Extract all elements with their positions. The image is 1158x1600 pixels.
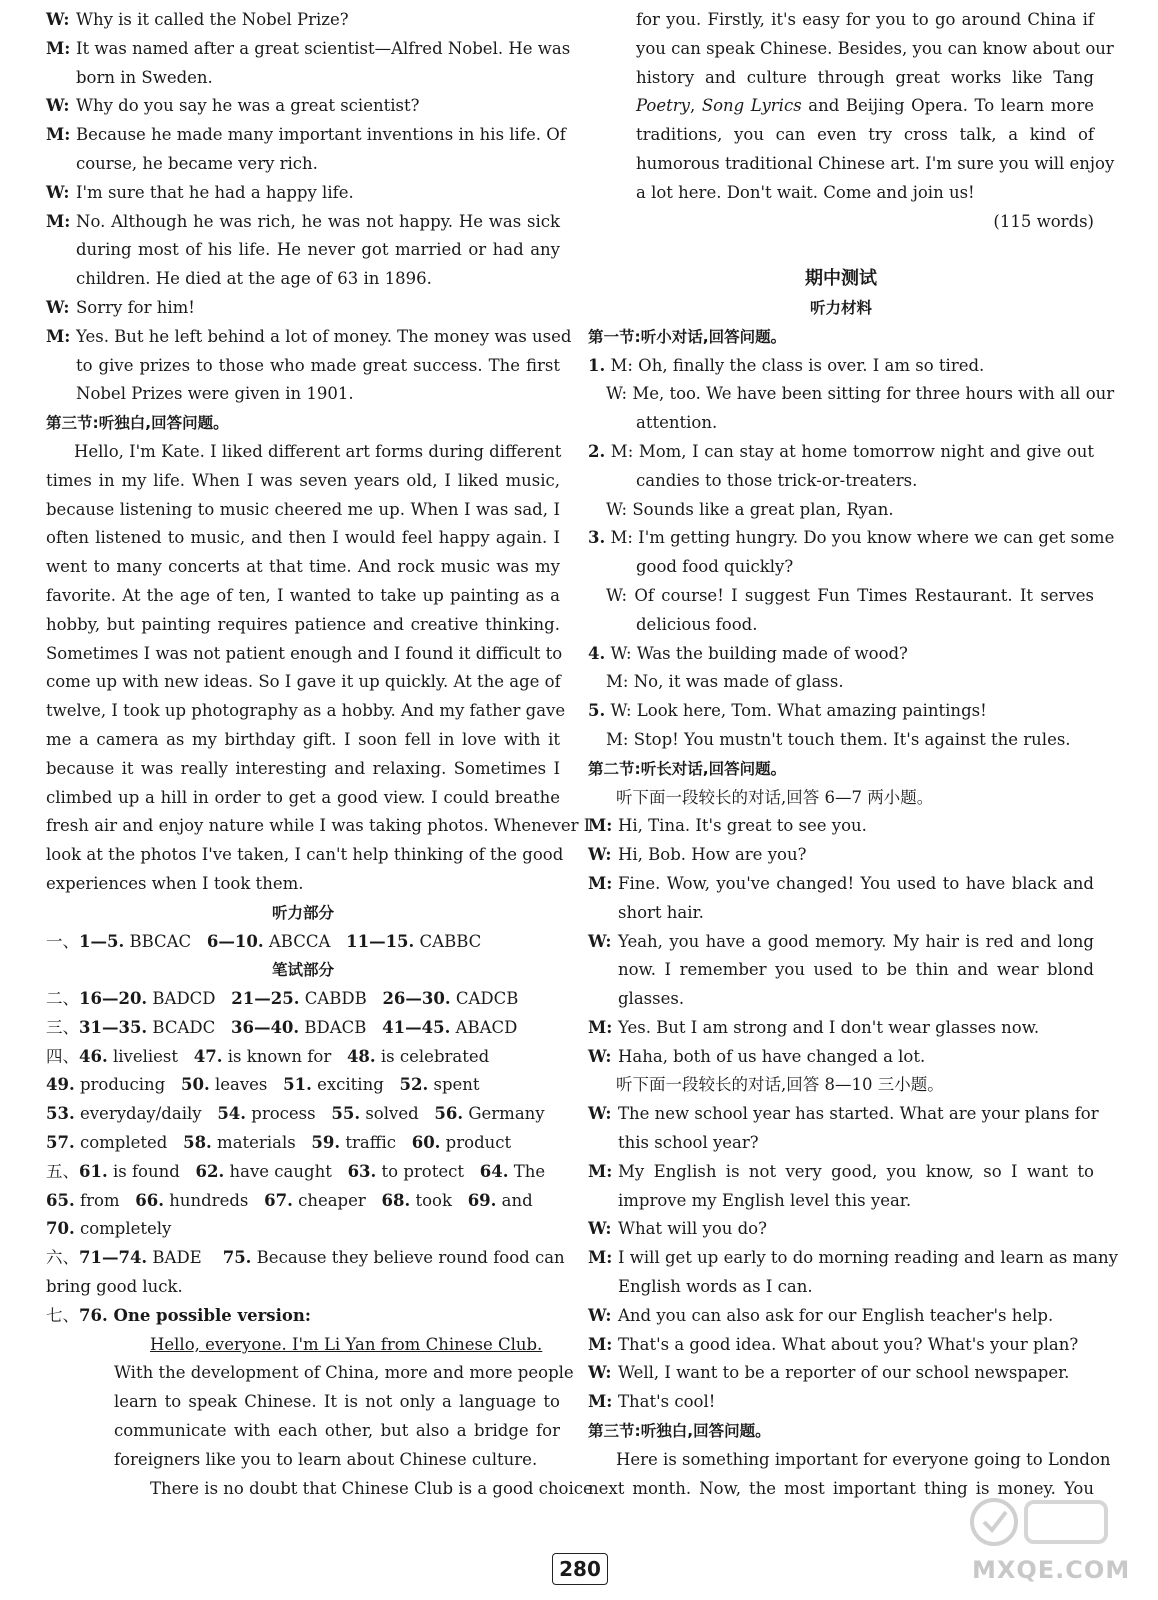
left-line-5: course, he became very rich. — [76, 153, 318, 173]
left-line-45: 七、76. One possible version: — [46, 1305, 311, 1325]
left-line-23: come up with new ideas. So I gave it up quickly. At the age of — [46, 672, 561, 692]
speaker-label: W: — [588, 1104, 612, 1124]
speaker-label: M: — [588, 816, 613, 836]
left-line-6 — [46, 179, 560, 208]
line-text: And you can also ask for our English teacher's help. — [618, 1305, 1054, 1325]
right-line-24: 5. W: Look here, Tom. What amazing paintings! — [588, 701, 987, 721]
line-text: It was named after a great scientist—Alfred Nobel. He was — [76, 38, 571, 58]
right-line-48 — [588, 1388, 1094, 1417]
right-line-30 — [588, 870, 1094, 899]
left-line-4 — [46, 121, 566, 150]
right-line-14: attention. — [636, 413, 718, 433]
line-text: Hi, Bob. How are you? — [618, 845, 807, 865]
right-line-25: M: Stop! You mustn't touch them. It's against the rules. — [606, 729, 1071, 749]
right-line-2: history and culture through great works like Tang — [636, 67, 1094, 87]
right-line-9: 期中测试 — [805, 268, 877, 290]
line-text: Hi, Tina. It's great to see you. — [618, 816, 867, 836]
speaker-label: W: — [588, 931, 612, 951]
right-line-8 — [588, 236, 1094, 265]
right-line-39: this school year? — [618, 1133, 759, 1153]
speaker-label: W: — [588, 845, 612, 865]
right-line-51: next month. Now, the most important thing is money. You — [588, 1478, 1094, 1498]
line-text: Fine. Wow, you've changed! You used to have black and — [618, 873, 1094, 893]
line-text: Yes. But he left behind a lot of money. The money was used — [76, 326, 572, 346]
left-line-12: to give prizes to those who made great success. The first — [76, 355, 560, 375]
right-column — [588, 6, 1118, 1503]
left-line-25: me a camera as my birthday gift. I soon fell in love with it — [46, 729, 560, 749]
right-line-18: 3. M: I'm getting hungry. Do you know where we can get some — [588, 528, 1115, 548]
left-line-37: 49. producing 50. leaves 51. exciting 52. spent — [46, 1075, 480, 1095]
left-line-36: 四、46. liveliest 47. is known for 48. is celebrated — [46, 1046, 490, 1066]
right-line-41: improve my English level this year. — [618, 1190, 912, 1210]
right-line-3: Poetry, Song Lyrics and Beijing Opera. To learn more — [636, 96, 1094, 116]
speaker-label: W: — [46, 10, 70, 29]
right-line-22: 4. W: Was the building made of wood? — [588, 643, 908, 663]
left-line-1 — [46, 35, 571, 64]
right-line-45 — [588, 1302, 1094, 1331]
line-text: Sorry for him! — [76, 297, 195, 317]
right-line-1: you can speak Chinese. Besides, you can know about our — [636, 38, 1114, 58]
speaker-label: M: — [46, 211, 71, 231]
right-line-27: 听下面一段较长的对话,回答 6—7 两小题。 — [616, 787, 934, 807]
right-line-7: (115 words) — [993, 211, 1094, 231]
left-line-0 — [46, 6, 560, 35]
left-line-35: 三、31—35. BCADC 36—40. BDACB 41—45. ABACD — [46, 1017, 518, 1037]
line-text: That's cool! — [618, 1392, 716, 1412]
speaker-label: W: — [588, 1305, 612, 1325]
left-line-18: often listened to music, and then I would feel happy again. I — [46, 528, 560, 548]
left-line-47: With the development of China, more and more people — [114, 1363, 574, 1383]
right-line-26: 第二节:听长对话,回答问题。 — [588, 759, 787, 778]
right-line-0: for you. Firstly, it's easy for you to go around China if — [636, 10, 1094, 29]
left-line-26: because it was really interesting and relaxing. Sometimes I — [46, 758, 560, 778]
left-line-15: Hello, I'm Kate. I liked different art forms during different — [74, 441, 562, 461]
left-line-14: 第三节:听独白,回答问题。 — [46, 414, 229, 433]
left-line-30: experiences when I took them. — [46, 873, 304, 893]
line-text: Yes. But I am strong and I don't wear glasses now. — [618, 1017, 1040, 1037]
line-text: That's a good idea. What about you? What's your plan? — [618, 1334, 1079, 1354]
right-line-49: 第三节:听独白,回答问题。 — [588, 1422, 771, 1441]
left-line-24: twelve, I took up photography as a hobby. And my father gave — [46, 701, 566, 721]
watermark-text: MXQE.COM — [972, 1556, 1131, 1584]
left-line-46: Hello, everyone. I'm Li Yan from Chinese Club. — [150, 1334, 543, 1354]
left-line-9: children. He died at the age of 63 in 1896. — [76, 269, 432, 289]
line-text: Haha, both of us have changed a lot. — [618, 1046, 926, 1066]
line-text: Because he made many important inventions in his life. Of — [76, 125, 566, 145]
right-line-44: English words as I can. — [618, 1277, 813, 1297]
left-line-49: communicate with each other, but also a bridge for — [114, 1421, 560, 1441]
right-line-10: 听力材料 — [809, 298, 872, 317]
line-text: I'm sure that he had a happy life. — [76, 182, 354, 202]
left-line-34: 二、16—20. BADCD 21—25. CABDB 26—30. CADCB — [46, 989, 519, 1009]
left-line-27: climbed up a hill in order to get a good view. I could breathe — [46, 787, 560, 807]
watermark-badge-icon — [966, 1488, 1116, 1558]
line-text: No. Although he was rich, he was not happy. He was sick — [76, 211, 560, 231]
right-line-35 — [588, 1014, 1094, 1043]
left-line-44: bring good luck. — [46, 1277, 183, 1297]
right-line-38 — [588, 1100, 1099, 1129]
speaker-label: W: — [46, 297, 70, 317]
left-line-29: look at the photos I've taken, I can't help thinking of the good — [46, 845, 564, 865]
right-line-29 — [588, 841, 1094, 870]
left-line-41: 65. from 66. hundreds 67. cheaper 68. took 69. and — [46, 1190, 533, 1210]
right-line-37: 听下面一段较长的对话,回答 8—10 三小题。 — [616, 1075, 944, 1095]
speaker-label: W: — [588, 1219, 612, 1239]
right-line-6: a lot here. Don't wait. Come and join us! — [636, 182, 975, 202]
right-line-28 — [588, 812, 1094, 841]
speaker-label: M: — [588, 1392, 613, 1412]
left-line-39: 57. completed 58. materials 59. traffic 60. product — [46, 1133, 512, 1153]
right-line-31: short hair. — [618, 902, 704, 922]
left-line-2: born in Sweden. — [76, 67, 213, 87]
left-line-13: Nobel Prizes were given in 1901. — [76, 384, 354, 404]
right-line-4: traditions, you can even try cross talk, a kind of — [636, 125, 1094, 145]
right-line-34: glasses. — [618, 989, 685, 1009]
left-line-7 — [46, 208, 560, 237]
left-column — [46, 6, 593, 1503]
left-line-19: went to many concerts at that time. And rock music was my — [46, 557, 560, 577]
watermark-logo — [966, 1488, 1131, 1588]
speaker-label: M: — [46, 125, 71, 145]
speaker-label: W: — [588, 1046, 612, 1066]
line-text: The new school year has started. What are your plans for — [618, 1104, 1099, 1124]
right-line-15: 2. M: Mom, I can stay at home tomorrow night and give out — [588, 441, 1094, 461]
page-number: 280 — [552, 1553, 608, 1585]
right-line-20: W: Of course! I suggest Fun Times Restaurant. It serves — [606, 585, 1094, 605]
left-line-10 — [46, 294, 560, 323]
right-line-36 — [588, 1043, 1094, 1072]
left-line-11 — [46, 323, 572, 352]
left-line-17: because listening to music cheered me up. When I was sad, I — [46, 499, 560, 519]
right-line-5: humorous traditional Chinese art. I'm sure you will enjoy — [636, 153, 1115, 173]
right-line-42 — [588, 1215, 1094, 1244]
left-line-43: 六、71—74. BADE 75. Because they believe round food can — [46, 1248, 565, 1268]
left-line-42: 70. completely — [46, 1219, 172, 1239]
right-line-46 — [588, 1331, 1094, 1360]
right-line-12: 1. M: Oh, finally the class is over. I am so tired. — [588, 355, 985, 375]
right-line-11: 第一节:听小对话,回答问题。 — [588, 327, 787, 346]
left-line-22: Sometimes I was not patient enough and I found it difficult to — [46, 643, 563, 663]
left-line-20: favorite. At the age of ten, I wanted to take up painting as a — [46, 585, 560, 605]
speaker-label: M: — [46, 38, 71, 58]
left-line-38: 53. everyday/daily 54. process 55. solved 56. Germany — [46, 1104, 545, 1124]
right-line-23: M: No, it was made of glass. — [606, 672, 844, 692]
line-text: I will get up early to do morning reading and learn as many — [618, 1248, 1118, 1268]
right-line-19: good food quickly? — [636, 557, 794, 577]
right-line-40 — [588, 1158, 1094, 1187]
speaker-label: W: — [46, 182, 70, 202]
speaker-label: W: — [588, 1363, 612, 1383]
line-text: My English is not very good, you know, so I want to — [618, 1161, 1094, 1181]
line-text: Why is it called the Nobel Prize? — [76, 10, 349, 29]
left-line-48: learn to speak Chinese. It is not only a language to — [114, 1392, 560, 1412]
line-text: What will you do? — [618, 1219, 767, 1239]
line-text: Why do you say he was a great scientist? — [76, 96, 420, 116]
right-line-32 — [588, 928, 1094, 957]
speaker-label: M: — [588, 1248, 613, 1268]
right-line-33: now. I remember you used to be thin and wear blond — [618, 960, 1094, 980]
right-line-21: delicious food. — [636, 614, 758, 634]
left-line-33: 笔试部分 — [271, 961, 334, 980]
left-line-51: There is no doubt that Chinese Club is a good choice — [150, 1478, 593, 1498]
left-line-28: fresh air and enjoy nature while I was taking photos. Whenever I — [46, 816, 591, 836]
right-line-16: candies to those trick-or-treaters. — [636, 470, 918, 490]
left-line-21: hobby, but painting requires patience and creative thinking. — [46, 614, 560, 634]
left-line-32: 一、1—5. BBCAC 6—10. ABCCA 11—15. CABBC — [46, 931, 482, 951]
speaker-label: W: — [46, 96, 70, 116]
speaker-label: M: — [588, 1161, 613, 1181]
left-line-40: 五、61. is found 62. have caught 63. to protect 64. The — [46, 1161, 546, 1181]
speaker-label: M: — [588, 1334, 613, 1354]
left-line-8: during most of his life. He never got married or had any — [76, 240, 560, 260]
right-line-43 — [588, 1244, 1118, 1273]
left-line-31: 听力部分 — [271, 903, 334, 922]
line-text: Well, I want to be a reporter of our school newspaper. — [618, 1363, 1070, 1383]
right-line-17: W: Sounds like a great plan, Ryan. — [606, 499, 894, 519]
speaker-label: M: — [588, 1017, 613, 1037]
left-line-50: foreigners like you to learn about Chinese culture. — [114, 1449, 538, 1469]
left-line-3 — [46, 92, 560, 121]
speaker-label: M: — [46, 326, 71, 346]
right-line-50: Here is something important for everyone going to London — [616, 1449, 1111, 1469]
right-line-13: W: Me, too. We have been sitting for three hours with all our — [606, 384, 1115, 404]
line-text: Yeah, you have a good memory. My hair is red and long — [618, 931, 1094, 951]
left-line-16: times in my life. When I was seven years old, I liked music, — [46, 470, 560, 490]
right-line-47 — [588, 1359, 1094, 1388]
speaker-label: M: — [588, 873, 613, 893]
